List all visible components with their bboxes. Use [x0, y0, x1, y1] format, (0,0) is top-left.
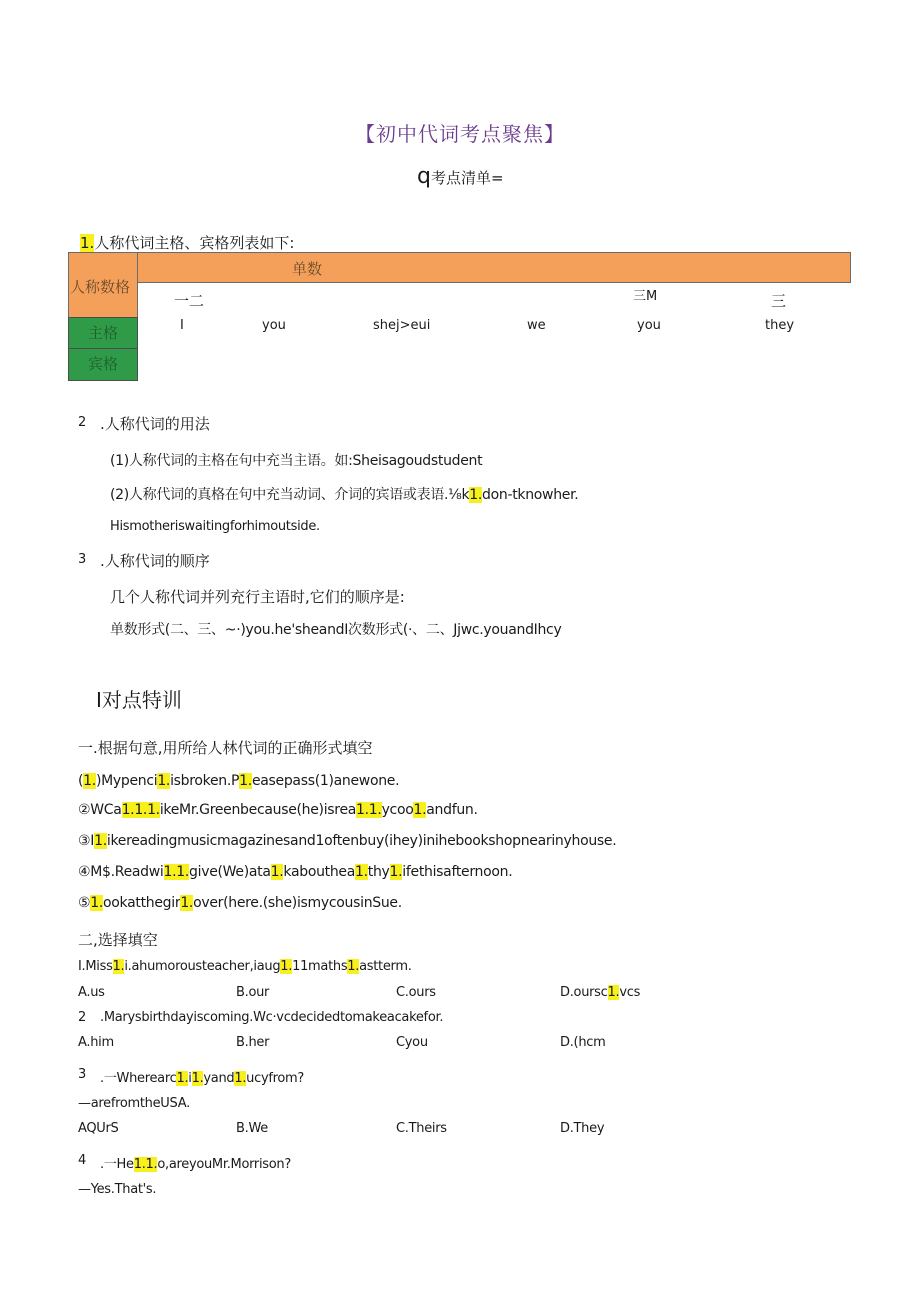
table-object-label: 宾格 [88, 355, 119, 373]
text-segment: o,areyouMr.Morrison? [157, 1157, 291, 1172]
highlight-mark: 1. [270, 864, 284, 880]
q4-num: 4 [78, 1153, 87, 1168]
text-segment: ycoo [381, 802, 414, 818]
s2-para-2a: (2)人称代词的真格在句中充当动词、介词的宾语或表语.⅛k [110, 487, 470, 503]
text-segment: ikeMr.Greenbecause(he)isrea [159, 802, 357, 818]
highlight-mark: 1. [90, 895, 104, 911]
q3-answer: —arefromtheUSA. [78, 1096, 190, 1111]
exercise-line-1 [78, 773, 399, 789]
table-persons-right: 三 [771, 292, 787, 310]
q1-option-a[interactable]: A.us [78, 985, 105, 1000]
text-segment: i.ahumorousteacher,iaug [124, 959, 281, 974]
highlight-mark: 1.1.1. [121, 802, 160, 818]
highlight-mark: 1. [191, 1071, 204, 1086]
text-segment: andfun. [426, 802, 478, 818]
table-subject-form: we [527, 318, 546, 333]
text-segment: ②WCa [78, 802, 122, 818]
highlight-mark: 1. [355, 864, 368, 880]
q2-num: 2 [78, 1010, 87, 1025]
highlight-mark: 1. [389, 864, 403, 880]
q2-option-c[interactable]: Cyou [396, 1035, 428, 1050]
text-segment: easepass(1)anewone. [251, 773, 400, 789]
s2-para-2 [110, 484, 578, 504]
text-segment: )Mypenci [95, 773, 158, 789]
exercise-line-5 [78, 895, 402, 911]
page-title: 【初中代词考点聚焦】 [355, 122, 565, 146]
text-segment: astterm. [359, 959, 412, 974]
s3-para-2: 单数形式(二、三、~·)you.he'sheandI次数形式(·、二、Jjwc.youandIhcy [110, 622, 562, 638]
q2-option-d[interactable]: D.(hcm [560, 1035, 606, 1050]
text-segment: yand [203, 1071, 235, 1086]
text-segment: give(We)ata [189, 864, 271, 880]
text-segment: ookatthegir [103, 895, 181, 911]
highlight-mark: 1. [280, 959, 293, 974]
text-segment: .一Wherearc [100, 1071, 177, 1086]
q2-option-b[interactable]: B.her [236, 1035, 270, 1050]
highlight-mark: 1.1. [163, 864, 190, 880]
q3-option-b[interactable]: B.We [236, 1121, 268, 1136]
text-segment: vcs [619, 985, 641, 1000]
text-segment: kabouthea [283, 864, 356, 880]
text-segment: ucyfrom? [246, 1071, 305, 1086]
text-segment: ④M$.Readwi [78, 864, 164, 880]
exercise-line-3 [78, 833, 616, 849]
table-subject-form: they [765, 318, 795, 333]
highlight-mark: 1. [112, 959, 125, 974]
highlight-mark: 1. [180, 895, 194, 911]
table-corner-label: 人称数格 [70, 278, 131, 296]
q1-option-d[interactable] [560, 985, 640, 1000]
highlight-mark: 1.1. [133, 1157, 158, 1172]
q1-option-c[interactable]: C.ours [396, 985, 436, 1000]
text-segment: ③I [78, 833, 95, 849]
text-segment: D.oursc [560, 985, 608, 1000]
highlight-mark: 1. [413, 802, 427, 818]
text-segment: I.Miss [78, 959, 113, 974]
question-3 [100, 1067, 304, 1086]
subtitle-mark: q [417, 164, 431, 189]
highlight-mark: 1. [176, 1071, 189, 1086]
text-segment: ifethisafternoon. [402, 864, 513, 880]
highlight-mark: 1. [157, 773, 171, 789]
part1-heading: 一.根据句意,用所给人林代词的正确形式填空 [78, 739, 373, 757]
highlight-mark: 1. [347, 959, 360, 974]
text-segment: i [188, 1071, 192, 1086]
text-segment: ikereadingmusicmagazinesand1oftenbuy(ihey)inihebookshopnearinyhouse. [106, 833, 617, 849]
subtitle-text: 考点清单= [430, 169, 504, 187]
highlight-mark: 1.1. [356, 802, 382, 818]
highlight-mark: 1. [607, 985, 620, 1000]
q3-option-a[interactable]: AQUrS [78, 1121, 119, 1136]
table-subject-form: you [262, 318, 286, 333]
q3-option-d[interactable]: D.They [560, 1121, 605, 1136]
highlight-mark: 1. [234, 1071, 247, 1086]
q3-num: 3 [78, 1067, 87, 1082]
s1-heading [80, 232, 294, 253]
text-segment: 11maths [292, 959, 348, 974]
s2-para-2b: don-tknowher. [482, 487, 579, 503]
question-1 [78, 959, 412, 974]
part2-heading: 二,选择填空 [78, 931, 158, 949]
table-persons-mid: 三M [633, 289, 658, 304]
highlight-mark: 1. [94, 833, 107, 849]
table-subject-form: you [637, 318, 661, 333]
table-subject-form: I [180, 318, 184, 333]
table-singular-label: 单数 [292, 260, 323, 278]
section-title: I对点特训 [96, 688, 182, 712]
table-singular-cell [137, 252, 851, 283]
s3-para-1: 几个人称代词并列充行主语时,它们的顺序是: [110, 588, 405, 606]
s1-num: 1. [80, 234, 95, 252]
highlight-mark: 1. [83, 773, 96, 789]
exercise-line-2 [78, 802, 478, 818]
s2-para-1: (1)人称代词的主格在句中充当主语。如:Sheisagoudstudent [110, 453, 483, 469]
highlight-mark: 1. [239, 773, 252, 789]
exercise-line-4 [78, 864, 512, 880]
question-4 [100, 1153, 291, 1172]
question-2: .Marysbirthdayiscoming.Wc·vcdecidedtomakeacakefor. [100, 1010, 444, 1025]
s2-heading: .人称代词的用法 [100, 415, 210, 433]
text-segment: .一He [100, 1157, 134, 1172]
text-segment: thy [367, 864, 390, 880]
s1-heading-text: 人称代词主格、宾格列表如下: [94, 234, 295, 252]
s2-num: 2 [78, 415, 87, 430]
text-segment: isbroken.P [170, 773, 240, 789]
s3-num: 3 [78, 552, 87, 567]
table-subject-form: shej>eui [373, 318, 431, 333]
text-segment: ⑤ [78, 895, 91, 911]
s3-heading: .人称代词的顺序 [100, 552, 210, 570]
s2-para-3: Hismotheriswaitingforhimoutside. [110, 519, 320, 534]
q2-option-a[interactable]: A.him [78, 1035, 114, 1050]
highlight-mark: 1. [469, 487, 483, 503]
text-segment: over(here.(she)ismycousinSue. [193, 895, 402, 911]
q1-option-b[interactable]: B.our [236, 985, 270, 1000]
subtitle [417, 164, 504, 189]
table-subject-label: 主格 [88, 324, 119, 342]
q3-option-c[interactable]: C.Theirs [396, 1121, 447, 1136]
q4-answer: —Yes.That's. [78, 1182, 157, 1197]
table-persons-left: 一二 [174, 292, 205, 310]
text-segment: ( [78, 773, 84, 789]
